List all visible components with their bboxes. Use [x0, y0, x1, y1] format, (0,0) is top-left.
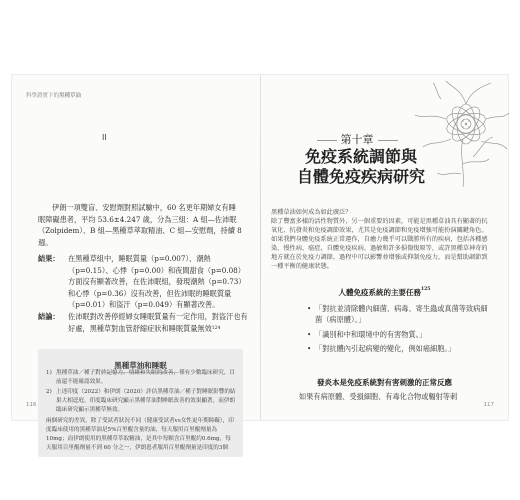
section-heading-1-text: 人體免疫系統的主要任務	[338, 288, 422, 297]
chapter-intro	[271, 208, 491, 271]
list-item	[307, 343, 492, 354]
knowledge-box-title: 黑種草油和睡眠	[102, 359, 179, 373]
knowledge-box-item-number: 2)	[46, 389, 52, 395]
result-label: 結果：	[38, 254, 60, 263]
knowledge-box-item-number: 1)	[46, 370, 52, 376]
running-head-prefix: 科學證實下的	[26, 93, 60, 99]
task-list	[307, 303, 492, 358]
list-item-text: 「對抗並清除體內細菌、病毒、寄生蟲或真菌等致病細菌（病原體）。」	[315, 304, 488, 325]
chapter-intro-line: 除了豐富多樣的活性物質外，另一個重要的因素，可能是黑種草油具有顯著的抗氧化、抗發炎和免疫調節效果，尤其是免疫調節和免疫增強可能扮演關鍵角色。	[271, 218, 488, 234]
knowledge-box-items	[46, 369, 236, 416]
chapter-title	[281, 147, 441, 187]
folio-right: 117	[483, 402, 494, 408]
intro-paragraph-text: 伊朗一項雙盲、安慰劑對照試驗中，60 名更年期婦女有睡眠障礙患者，平均 53.6±4.247 歲，分為三組：A 組—佐沛眠（Zolpidem）、B 組—黑種草萃取精油、C 組—安慰劑，持續 8 週。	[38, 203, 242, 247]
bullet-mark: •	[307, 329, 312, 339]
knowledge-box-item-num-text: 1	[46, 370, 50, 376]
conclusion-ref: 124	[211, 325, 221, 331]
chapter-rule-right	[378, 140, 398, 141]
list-item	[307, 329, 492, 340]
intro-paragraph	[38, 202, 243, 248]
knowledge-box-item-text: 上述印度（2022）和伊朗（2020）評估黑種草油／種子對睡眠影響的結果大相逕庭，印度臨床研究顯示黑種草油對睡眠改善的效果顯著，而伊朗臨床研究顯示黑種草無效。	[56, 389, 236, 413]
chapter-intro-line: 如果我們身體免疫系統正常運作，自癒力幾乎可以戰勝所有的疾病，包括各種感染、慢性病、癌症，自體免疫疾病、過敏和許多損傷復原等，或許黑種草神奇的地方就在於免疫力調節，過程中可以影響並增強或抑制免疫力，而是幫助調節到一種平衡的健康狀態。	[271, 236, 488, 270]
running-head	[26, 91, 81, 99]
knowledge-box-item-text: 黑種草油／種子對於記憶力、情緒和失眠的改善，僅有少數臨床研究，目前還不能確認效果。	[56, 370, 236, 385]
list-item-text: 「識別和中和環境中的有害物質。」	[315, 329, 427, 339]
running-head-strong: 黑種草油	[59, 93, 82, 99]
closing-paragraph: 如果有病原體、受損細胞、有毒化合物或輻射等刺	[299, 392, 458, 401]
conclusion-text: 佐沛眠對改善停經婦女睡眠質量有一定作用，對盜汗也有好處，黑種草對血管舒縮症狀和睡眠質量無效	[68, 312, 248, 333]
chapter-title-line-1: 免疫系統調節與	[304, 147, 417, 166]
section-heading-1-ref: 125	[421, 287, 431, 292]
section-marker: II	[102, 133, 107, 142]
result-text: 在黑種草組中，睡眠質量（p=0.007）、潮熱（p=0.15）、心悸（p=0.00）和夜間甜食（p=0.08）方面沒有顯著改善，在佐沛眠組，發現潮熱（p=0.73）和心悸（p=0.36）沒有改善，但佐沛眠的睡眠質量（p=0.01）和盜汗（p=0.049）有顯著改善。	[68, 254, 246, 310]
folio-left: 116	[26, 402, 37, 408]
knowledge-box-item	[46, 369, 236, 387]
knowledge-box-item	[46, 388, 236, 415]
conclusion-text-wrap	[68, 311, 248, 334]
book-spread	[12, 75, 508, 451]
right-page	[261, 75, 508, 420]
section-heading-1	[261, 287, 508, 298]
chapter-rule-left	[317, 140, 337, 141]
left-page	[12, 75, 260, 451]
knowledge-box-item-num-text: 2	[46, 389, 50, 395]
knowledge-box	[38, 349, 243, 457]
conclusion-label: 結論：	[38, 312, 60, 321]
knowledge-box-extra: 兩個研究的差異，除了受試者狀況不同（健康受試者vs女性更年期障礙），印度臨床使用的黑種草油是5%百里醌含量的油，每天服用百里醌劑量為10mg；而伊朗使用的黑種草萃取精油，是其中每顆含百里醌約0.6mg，每天服用百里醌劑量不到 60 分之一，伊朗患者服用百里醌劑量是印度的3個	[46, 418, 234, 451]
conclusion-block	[38, 311, 248, 334]
chapter-label	[287, 131, 427, 147]
chapter-intro-line: 黑種草油如何成為如此廣泛？	[271, 209, 352, 216]
result-block	[38, 253, 248, 311]
list-item-text: 「對抗體內引起病變的變化，例如癌細胞。」	[315, 344, 456, 354]
section-heading-2: 發炎本是免疫系統對有害刺激的正常反應	[317, 378, 452, 387]
bullet-mark: •	[307, 344, 312, 354]
chapter-label-text: 第十章	[340, 133, 374, 146]
list-item	[307, 303, 492, 326]
bullet-mark: •	[307, 304, 312, 313]
chapter-title-line-2: 自體免疫疾病研究	[296, 167, 425, 186]
